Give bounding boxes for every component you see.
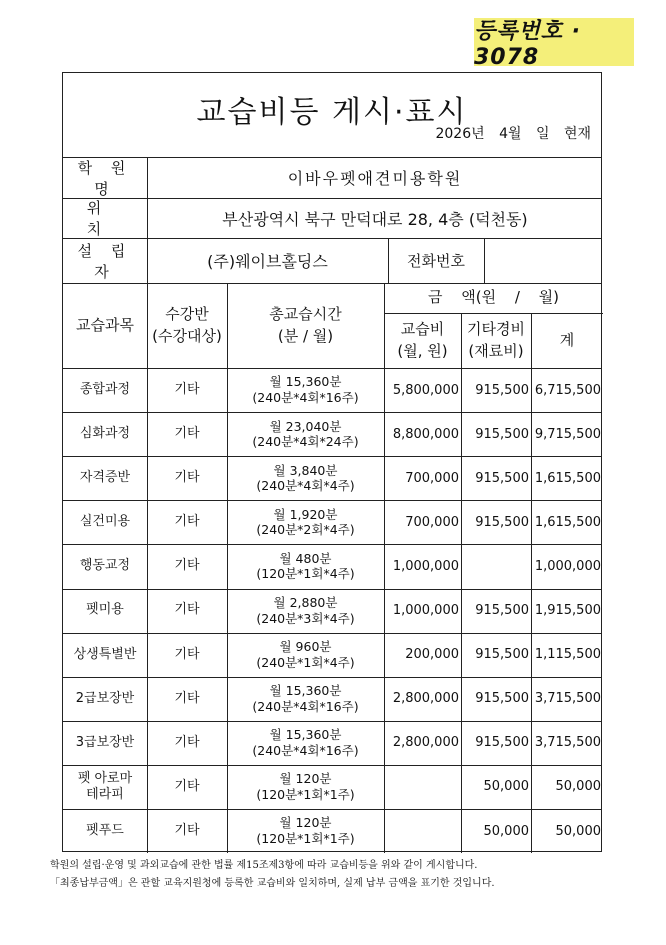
academy-name-value: 이바우펫애견미용학원 [287, 169, 463, 188]
tuition-fee: 700,000 [405, 514, 459, 530]
class-target: 기타 [174, 514, 200, 530]
phone-label: 전화번호 [407, 252, 465, 270]
other-expense: 915,500 [475, 514, 529, 530]
tuition-fee: 200,000 [405, 647, 459, 663]
page-title: 교습비등 게시·표시 [196, 95, 468, 130]
fee-header: 교습비 (월, 원) [397, 319, 448, 360]
tuition-fee [384, 809, 461, 853]
course-name: 펫 아로마 테라피 [77, 770, 133, 802]
current-date: 2026년 4월 일 현재 [435, 126, 591, 142]
course-name: 상생특별반 [73, 646, 137, 662]
other-expense: 915,500 [475, 691, 529, 707]
hours-monthly: 월 120분 [279, 815, 332, 831]
tuition-fee [384, 765, 461, 809]
location-label: 위 치 [86, 199, 124, 238]
total-hours [227, 456, 384, 500]
hours-breakdown: (240분*2회*4주) [256, 522, 355, 538]
total-hours [227, 677, 384, 721]
hours-breakdown: (240분*4회*16주) [252, 390, 359, 406]
course-name: 심화과정 [79, 426, 131, 442]
total-hours [227, 809, 384, 853]
hours-monthly: 월 15,360분 [269, 683, 342, 699]
other-expense: 50,000 [483, 823, 529, 839]
hours-monthly: 월 15,360분 [269, 374, 342, 390]
total-amount: 1,915,500 [534, 603, 601, 619]
class-target: 기타 [174, 381, 200, 397]
other-expense: 915,500 [475, 603, 529, 619]
founder-label: 설 립 자 [77, 241, 133, 281]
tuition-fee: 8,800,000 [392, 426, 459, 442]
hours-breakdown: (240분*3회*4주) [256, 610, 355, 626]
class-target: 기타 [174, 558, 200, 574]
hours-monthly: 월 480분 [279, 550, 332, 566]
hours-monthly: 월 15,360분 [269, 727, 342, 743]
tuition-fee: 2,800,000 [392, 735, 459, 751]
hours-monthly: 월 3,840분 [273, 462, 338, 478]
footer-note-1: 학원의 설립·운영 및 과외교습에 관한 법률 제15조제3항에 따라 교습비등을 위와 같이 게시합니다. [50, 860, 478, 871]
other-expense: 915,500 [475, 470, 529, 486]
phone-value [484, 238, 603, 283]
hours-monthly: 월 23,040분 [269, 418, 342, 434]
course-header: 교습과목 [76, 315, 134, 334]
tuition-fee: 700,000 [405, 470, 459, 486]
other-expense: 50,000 [483, 779, 529, 795]
class-header: 수강반 (수강대상) [152, 304, 222, 345]
total-hours [227, 721, 384, 765]
tuition-fee: 1,000,000 [392, 603, 459, 619]
total-hours [227, 368, 384, 412]
course-name: 실건미용 [79, 514, 131, 530]
hours-monthly: 월 1,920분 [273, 506, 338, 522]
hours-breakdown: (240분*4회*16주) [252, 742, 359, 758]
founder-value: (주)웨이브홀딩스 [207, 252, 328, 271]
total-hours [227, 412, 384, 456]
course-name: 자격증반 [79, 470, 131, 486]
total-amount: 9,715,500 [534, 426, 601, 442]
class-target: 기타 [174, 646, 200, 662]
hours-breakdown: (240분*4회*16주) [252, 698, 359, 714]
class-target: 기타 [174, 822, 200, 838]
total-amount: 1,615,500 [534, 470, 601, 486]
tuition-fee: 1,000,000 [392, 558, 459, 574]
course-name: 3급보장반 [75, 734, 135, 750]
other-expense: 915,500 [475, 647, 529, 663]
class-target: 기타 [174, 690, 200, 706]
footer-note-2: 「최종납부금액」은 관할 교육지원청에 등록한 교습비와 일치하며, 실제 납부 금액을 표기한 것입니다. [50, 878, 495, 889]
other-expense: 915,500 [475, 735, 529, 751]
total-amount: 1,000,000 [534, 558, 601, 574]
total-hours [227, 765, 384, 809]
tuition-fee: 5,800,000 [392, 382, 459, 398]
hours-monthly: 월 120분 [279, 771, 332, 787]
total-amount: 50,000 [555, 823, 601, 839]
total-hours [227, 544, 384, 588]
class-target: 기타 [174, 734, 200, 750]
total-amount: 3,715,500 [534, 691, 601, 707]
course-name: 펫푸드 [86, 822, 124, 838]
class-target: 기타 [174, 602, 200, 618]
location-value: 부산광역시 북구 만덕대로 28, 4층 (덕천동) [222, 209, 528, 229]
total-header: 계 [559, 330, 575, 349]
hours-monthly: 월 2,880분 [273, 594, 338, 610]
total-amount: 3,715,500 [534, 735, 601, 751]
total-amount: 1,115,500 [534, 647, 601, 663]
other-expense [461, 544, 531, 588]
course-name: 행동교정 [79, 558, 131, 574]
total-hours [227, 633, 384, 677]
total-amount: 50,000 [555, 779, 601, 795]
hours-header: 총교습시간 (분 / 월) [269, 304, 342, 345]
tuition-fee: 2,800,000 [392, 691, 459, 707]
class-target: 기타 [174, 470, 200, 486]
total-hours [227, 589, 384, 633]
fee-notice-table [62, 72, 602, 852]
total-amount: 6,715,500 [534, 382, 601, 398]
hours-breakdown: (120분*1회*4주) [256, 566, 355, 582]
hours-breakdown: (240분*1회*4주) [256, 654, 355, 670]
other-expense: 915,500 [475, 426, 529, 442]
course-name: 펫미용 [86, 602, 124, 618]
amount-header: 금 액(원 / 월) [427, 288, 560, 307]
total-amount: 1,615,500 [534, 514, 601, 530]
hours-breakdown: (120분*1회*1주) [256, 831, 355, 847]
hours-breakdown: (240분*4회*24주) [252, 434, 359, 450]
hours-breakdown: (240분*4회*4주) [256, 478, 355, 494]
class-target: 기타 [174, 778, 200, 794]
hours-breakdown: (120분*1회*1주) [256, 786, 355, 802]
other-expense-header: 기타경비 (재료비) [467, 319, 525, 360]
course-name: 2급보장반 [75, 690, 135, 706]
academy-name-label: 학 원 명 [77, 158, 133, 198]
other-expense: 915,500 [475, 382, 529, 398]
registration-number-stamp: 등록번호 · 3078 [474, 18, 634, 66]
class-target: 기타 [174, 426, 200, 442]
hours-monthly: 월 960분 [279, 639, 332, 655]
course-name: 종합과정 [79, 381, 131, 397]
total-hours [227, 500, 384, 544]
